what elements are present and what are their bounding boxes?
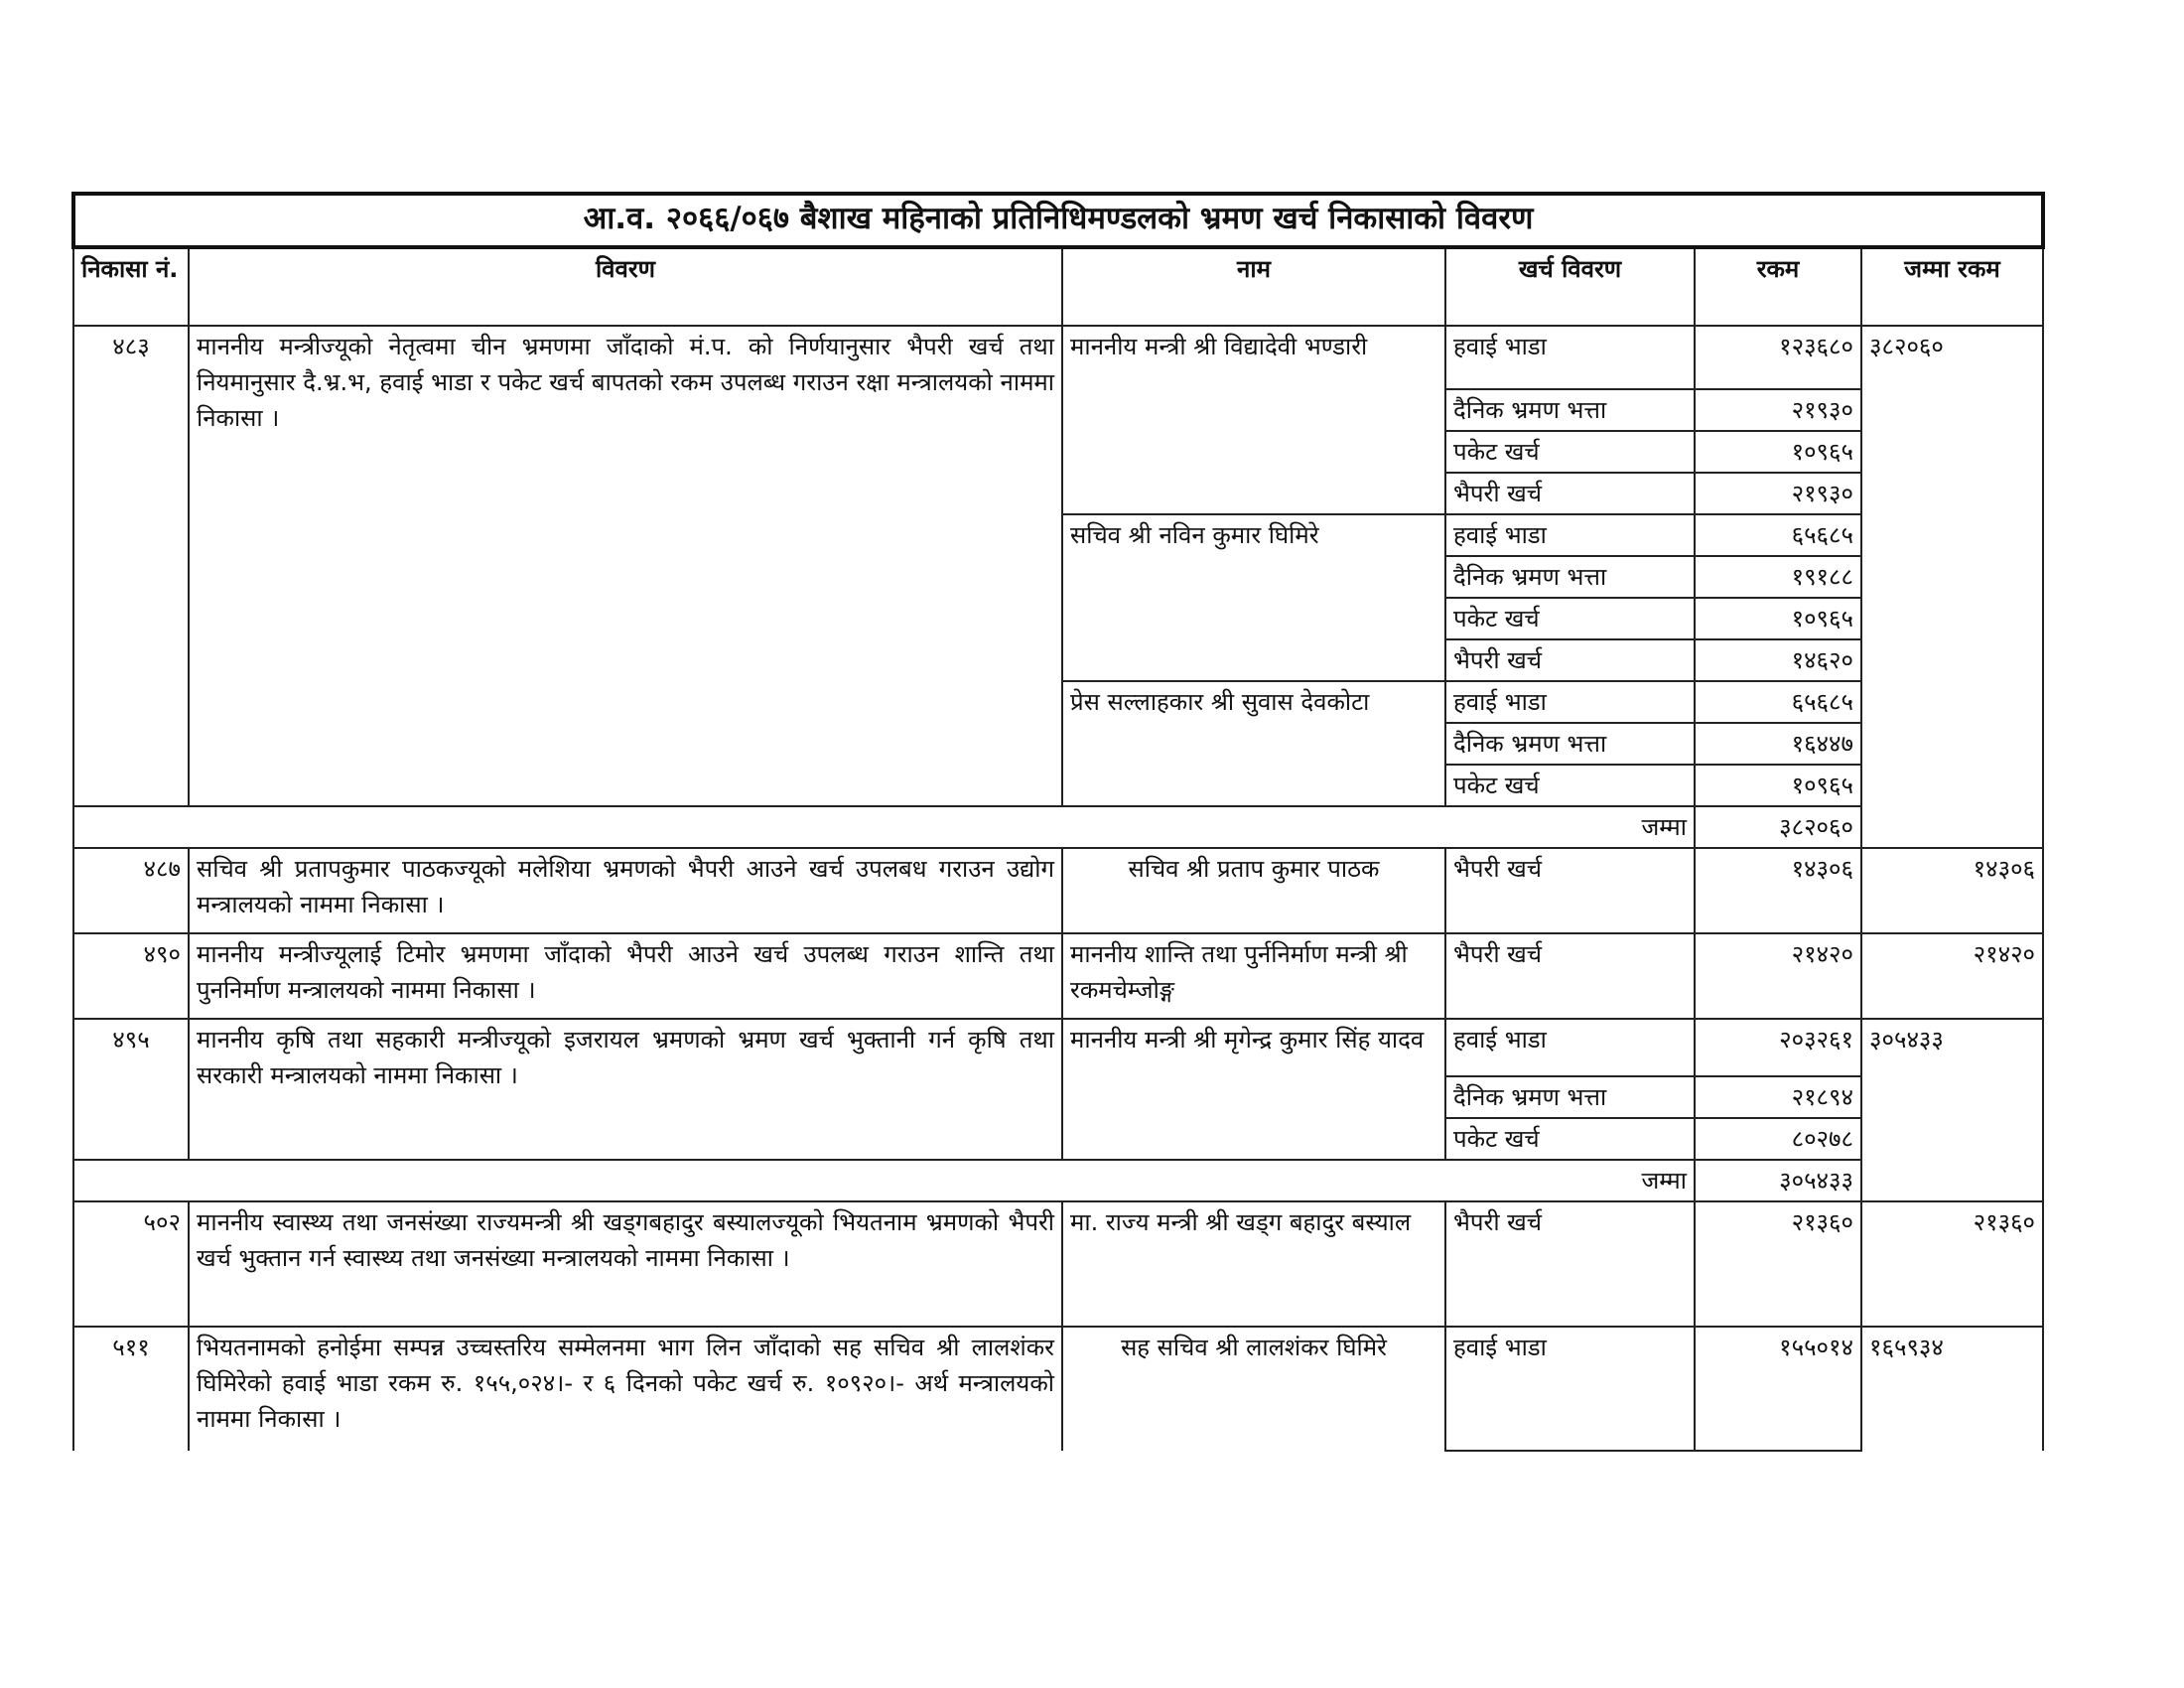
person-name: सचिव श्री नविन कुमार घिमिरे xyxy=(1062,514,1445,681)
entry-description: माननीय मन्त्रीज्यूलाई टिमोर भ्रमणमा जाँदाको भैपरी आउने खर्च उपलब्ध गराउन शान्ति तथा पुननिर्माण मन्त्रालयको नाममा निकासा । xyxy=(189,933,1062,1019)
disbursement-table xyxy=(71,192,2045,1452)
expense-label: दैनिक भ्रमण भत्ता xyxy=(1445,389,1695,431)
expense-amount: २०३२६१ xyxy=(1695,1019,1861,1076)
grand-total: ३०५४३३ xyxy=(1861,1019,2043,1201)
subtotal-amount: ३८२०६० xyxy=(1695,806,1861,848)
expense-amount: २१३६० xyxy=(1695,1201,1861,1327)
grand-total: २१३६० xyxy=(1861,1201,2043,1327)
entry-no: ४९५ xyxy=(73,1019,189,1160)
header-row xyxy=(73,247,2043,326)
expense-amount: १०९६५ xyxy=(1695,765,1861,806)
expense-label: भैपरी खर्च xyxy=(1445,848,1695,933)
expense-label: पकेट खर्च xyxy=(1445,1118,1695,1160)
expense-label: दैनिक भ्रमण भत्ता xyxy=(1445,1076,1695,1118)
entry-no: ४८३ xyxy=(73,326,189,806)
expense-amount: २१९३० xyxy=(1695,473,1861,514)
expense-label: पकेट खर्च xyxy=(1445,431,1695,473)
expense-label: पकेट खर्च xyxy=(1445,765,1695,806)
subtotal-label: जम्मा xyxy=(73,1160,1695,1201)
header-amount: रकम xyxy=(1695,247,1861,326)
entry-description: माननीय मन्त्रीज्यूको नेतृत्वमा चीन भ्रमणमा जाँदाको मं.प. को निर्णयानुसार भैपरी खर्च तथा नियमानुसार दै.भ्र.भ, हवाई भाडा र पकेट खर्च बापतको रकम उपलब्ध गराउन रक्षा मन्त्रालयको नाममा निकासा । xyxy=(189,326,1062,806)
entry-no: ५११ xyxy=(73,1327,189,1451)
grand-total: १४३०६ xyxy=(1861,848,2043,933)
expense-label: दैनिक भ्रमण भत्ता xyxy=(1445,723,1695,765)
expense-amount: ८०२७८ xyxy=(1695,1118,1861,1160)
expense-amount: १०९६५ xyxy=(1695,431,1861,473)
document-title: आ.व. २०६६/०६७ बैशाख महिनाको प्रतिनिधिमण्डलको भ्रमण खर्च निकासाको विवरण xyxy=(73,194,2043,247)
subtotal-amount: ३०५४३३ xyxy=(1695,1160,1861,1201)
header-no: निकासा नं. xyxy=(73,247,189,326)
expense-amount: १२३६८० xyxy=(1695,326,1861,389)
expense-amount: १०९६५ xyxy=(1695,598,1861,639)
expense-label: हवाई भाडा xyxy=(1445,681,1695,723)
expense-label: दैनिक भ्रमण भत्ता xyxy=(1445,556,1695,598)
person-name: सह सचिव श्री लालशंकर घिमिरे xyxy=(1062,1327,1445,1451)
subtotal-row xyxy=(73,806,2043,848)
header-expense: खर्च विवरण xyxy=(1445,247,1695,326)
entry-description: माननीय स्वास्थ्य तथा जनसंख्या राज्यमन्त्री श्री खड्गबहादुर बस्यालज्यूको भियतनाम भ्रमणको भैपरी खर्च भुक्तान गर्न स्वास्थ्य तथा जनसंख्या मन्त्रालयको नाममा निकासा । xyxy=(189,1201,1062,1327)
grand-total: ३८२०६० xyxy=(1861,326,2043,848)
expense-label: हवाई भाडा xyxy=(1445,514,1695,556)
expense-label: हवाई भाडा xyxy=(1445,1019,1695,1076)
expense-amount: १५५०१४ xyxy=(1695,1327,1861,1451)
expense-amount: १४३०६ xyxy=(1695,848,1861,933)
table-row xyxy=(73,1019,2043,1076)
table-row xyxy=(73,848,2043,933)
expense-label: पकेट खर्च xyxy=(1445,598,1695,639)
expense-amount: २१४२० xyxy=(1695,933,1861,1019)
expense-amount: १४६२० xyxy=(1695,639,1861,681)
person-name: सचिव श्री प्रताप कुमार पाठक xyxy=(1062,848,1445,933)
entry-description: भियतनामको हनोईमा सम्पन्न उच्चस्तरिय सम्मेलनमा भाग लिन जाँदाको सह सचिव श्री लालशंकर घिमिरेको हवाई भाडा रकम रु. १५५,०२४।- र ६ दिनको पकेट खर्च रु. १०९२०।- अर्थ मन्त्रालयको नाममा निकासा । xyxy=(189,1327,1062,1451)
expense-amount: १६४४७ xyxy=(1695,723,1861,765)
expense-amount: १९१८८ xyxy=(1695,556,1861,598)
expense-label: भैपरी खर्च xyxy=(1445,473,1695,514)
header-total: जम्मा रकम xyxy=(1861,247,2043,326)
table-row xyxy=(73,933,2043,1019)
person-name: माननीय मन्त्री श्री मृगेन्द्र कुमार सिंह यादव xyxy=(1062,1019,1445,1160)
expense-label: भैपरी खर्च xyxy=(1445,933,1695,1019)
person-name: माननीय मन्त्री श्री विद्यादेवी भण्डारी xyxy=(1062,326,1445,514)
subtotal-row xyxy=(73,1160,2043,1201)
expense-amount: ६५६८५ xyxy=(1695,514,1861,556)
entry-description: सचिव श्री प्रतापकुमार पाठकज्यूको मलेशिया भ्रमणको भैपरी आउने खर्च उपलबध गराउन उद्योग मन्त्रालयको नाममा निकासा । xyxy=(189,848,1062,933)
grand-total: २१४२० xyxy=(1861,933,2043,1019)
table-row xyxy=(73,1201,2043,1327)
expense-amount: २१८९४ xyxy=(1695,1076,1861,1118)
expense-label: भैपरी खर्च xyxy=(1445,639,1695,681)
entry-description: माननीय कृषि तथा सहकारी मन्त्रीज्यूको इजरायल भ्रमणको भ्रमण खर्च भुक्तानी गर्न कृषि तथा सरकारी मन्त्रालयको नाममा निकासा । xyxy=(189,1019,1062,1160)
person-name: माननीय शान्ति तथा पुर्ननिर्माण मन्त्री श्री रकमचेम्जोङ्ग xyxy=(1062,933,1445,1019)
grand-total: १६५९३४ xyxy=(1861,1327,2043,1451)
subtotal-label: जम्मा xyxy=(73,806,1695,848)
expense-label: हवाई भाडा xyxy=(1445,1327,1695,1451)
expense-amount: ६५६८५ xyxy=(1695,681,1861,723)
expense-amount: २१९३० xyxy=(1695,389,1861,431)
table-row xyxy=(73,1327,2043,1451)
person-name: मा. राज्य मन्त्री श्री खड्ग बहादुर बस्याल xyxy=(1062,1201,1445,1327)
person-name: प्रेस सल्लाहकार श्री सुवास देवकोटा xyxy=(1062,681,1445,806)
header-name: नाम xyxy=(1062,247,1445,326)
expense-label: हवाई भाडा xyxy=(1445,326,1695,389)
header-description: विवरण xyxy=(189,247,1062,326)
expense-label: भैपरी खर्च xyxy=(1445,1201,1695,1327)
entry-no: ४८७ xyxy=(73,848,189,933)
table-row xyxy=(73,326,2043,389)
entry-no: ५०२ xyxy=(73,1201,189,1327)
entry-no: ४९० xyxy=(73,933,189,1019)
